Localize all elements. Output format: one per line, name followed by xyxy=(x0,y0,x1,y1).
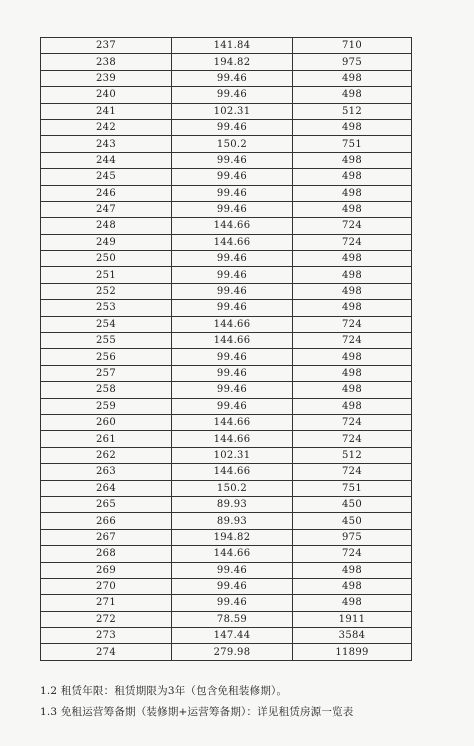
area-cell: 194.82 xyxy=(172,529,293,545)
rent-cell: 498 xyxy=(293,119,412,135)
area-cell: 144.66 xyxy=(172,464,293,480)
rent-cell: 498 xyxy=(293,365,412,381)
rent-cell: 498 xyxy=(293,169,412,185)
table-row xyxy=(41,595,412,611)
table-row xyxy=(41,365,412,381)
unit-number-cell: 240 xyxy=(41,87,172,103)
table-row xyxy=(41,283,412,299)
unit-number-cell: 242 xyxy=(41,119,172,135)
unit-number-cell: 264 xyxy=(41,480,172,496)
table-row xyxy=(41,70,412,86)
area-cell: 99.46 xyxy=(172,251,293,267)
area-cell: 194.82 xyxy=(172,54,293,70)
unit-number-cell: 252 xyxy=(41,283,172,299)
rent-cell: 724 xyxy=(293,316,412,332)
area-cell: 144.66 xyxy=(172,431,293,447)
unit-number-cell: 261 xyxy=(41,431,172,447)
rent-cell: 3584 xyxy=(293,628,412,644)
rent-cell: 11899 xyxy=(293,644,412,660)
rent-cell: 498 xyxy=(293,152,412,168)
rent-cell: 498 xyxy=(293,562,412,578)
area-cell: 99.46 xyxy=(172,300,293,316)
unit-number-cell: 253 xyxy=(41,300,172,316)
table-row xyxy=(41,546,412,562)
table-row xyxy=(41,316,412,332)
table-row xyxy=(41,447,412,463)
area-cell: 279.98 xyxy=(172,644,293,660)
table-row xyxy=(41,562,412,578)
rent-cell: 710 xyxy=(293,38,412,54)
rent-cell: 498 xyxy=(293,300,412,316)
area-cell: 99.46 xyxy=(172,283,293,299)
table-row xyxy=(41,349,412,365)
unit-number-cell: 250 xyxy=(41,251,172,267)
table-row xyxy=(41,38,412,54)
table-row xyxy=(41,644,412,660)
table-row xyxy=(41,513,412,529)
table-row xyxy=(41,218,412,234)
unit-number-cell: 268 xyxy=(41,546,172,562)
unit-number-cell: 239 xyxy=(41,70,172,86)
rent-cell: 512 xyxy=(293,103,412,119)
area-cell: 89.93 xyxy=(172,496,293,512)
unit-number-cell: 247 xyxy=(41,201,172,217)
area-cell: 89.93 xyxy=(172,513,293,529)
lease-term-note: 1.2 租赁年限：租赁期限为3年（包含免租装修期）。 xyxy=(40,685,288,697)
unit-number-cell: 248 xyxy=(41,218,172,234)
area-cell: 144.66 xyxy=(172,546,293,562)
area-cell: 144.66 xyxy=(172,333,293,349)
area-cell: 99.46 xyxy=(172,595,293,611)
unit-number-cell: 245 xyxy=(41,169,172,185)
area-cell: 99.46 xyxy=(172,119,293,135)
rent-cell: 724 xyxy=(293,218,412,234)
area-cell: 99.46 xyxy=(172,562,293,578)
table-row xyxy=(41,267,412,283)
table-row xyxy=(41,201,412,217)
area-cell: 99.46 xyxy=(172,267,293,283)
rent-cell: 975 xyxy=(293,529,412,545)
rent-free-period-note: 1.3 免租运营筹备期（装修期+运营筹备期）：详见租赁房源一览表 xyxy=(40,706,354,718)
area-cell: 99.46 xyxy=(172,169,293,185)
rent-cell: 498 xyxy=(293,349,412,365)
unit-number-cell: 272 xyxy=(41,611,172,627)
rent-cell: 724 xyxy=(293,464,412,480)
rent-cell: 498 xyxy=(293,87,412,103)
unit-number-cell: 271 xyxy=(41,595,172,611)
area-cell: 99.46 xyxy=(172,349,293,365)
rent-cell: 512 xyxy=(293,447,412,463)
table-row xyxy=(41,185,412,201)
rent-cell: 724 xyxy=(293,333,412,349)
area-cell: 102.31 xyxy=(172,103,293,119)
rent-cell: 724 xyxy=(293,431,412,447)
table-row xyxy=(41,578,412,594)
area-cell: 78.59 xyxy=(172,611,293,627)
unit-number-cell: 266 xyxy=(41,513,172,529)
unit-number-cell: 259 xyxy=(41,398,172,414)
rent-cell: 751 xyxy=(293,136,412,152)
area-cell: 99.46 xyxy=(172,365,293,381)
area-cell: 99.46 xyxy=(172,578,293,594)
rent-cell: 498 xyxy=(293,595,412,611)
rent-cell: 498 xyxy=(293,267,412,283)
rent-cell: 975 xyxy=(293,54,412,70)
area-cell: 99.46 xyxy=(172,87,293,103)
unit-number-cell: 258 xyxy=(41,382,172,398)
unit-number-cell: 244 xyxy=(41,152,172,168)
rent-cell: 498 xyxy=(293,578,412,594)
area-cell: 144.66 xyxy=(172,414,293,430)
area-cell: 99.46 xyxy=(172,398,293,414)
table-row xyxy=(41,480,412,496)
table-body xyxy=(41,38,412,661)
unit-number-cell: 243 xyxy=(41,136,172,152)
unit-number-cell: 251 xyxy=(41,267,172,283)
unit-number-cell: 249 xyxy=(41,234,172,250)
table-row xyxy=(41,333,412,349)
unit-number-cell: 256 xyxy=(41,349,172,365)
area-cell: 150.2 xyxy=(172,136,293,152)
table-row xyxy=(41,382,412,398)
rent-cell: 498 xyxy=(293,398,412,414)
table-row xyxy=(41,103,412,119)
unit-number-cell: 246 xyxy=(41,185,172,201)
table-row xyxy=(41,496,412,512)
table-row xyxy=(41,414,412,430)
rent-cell: 724 xyxy=(293,546,412,562)
unit-number-cell: 238 xyxy=(41,54,172,70)
unit-number-cell: 273 xyxy=(41,628,172,644)
table-row xyxy=(41,234,412,250)
unit-number-cell: 265 xyxy=(41,496,172,512)
unit-number-cell: 237 xyxy=(41,38,172,54)
table-row xyxy=(41,529,412,545)
unit-number-cell: 274 xyxy=(41,644,172,660)
area-cell: 144.66 xyxy=(172,218,293,234)
area-cell: 150.2 xyxy=(172,480,293,496)
table-row xyxy=(41,87,412,103)
table-row xyxy=(41,136,412,152)
rent-cell: 498 xyxy=(293,201,412,217)
area-cell: 144.66 xyxy=(172,316,293,332)
rent-cell: 498 xyxy=(293,251,412,267)
rent-cell: 498 xyxy=(293,283,412,299)
table-row xyxy=(41,398,412,414)
table-row xyxy=(41,119,412,135)
rent-cell: 724 xyxy=(293,414,412,430)
table-row xyxy=(41,54,412,70)
area-cell: 141.84 xyxy=(172,38,293,54)
area-cell: 99.46 xyxy=(172,152,293,168)
table-row xyxy=(41,464,412,480)
area-cell: 99.46 xyxy=(172,185,293,201)
table-row xyxy=(41,611,412,627)
table-row xyxy=(41,169,412,185)
rent-cell: 751 xyxy=(293,480,412,496)
unit-number-cell: 270 xyxy=(41,578,172,594)
rent-cell: 1911 xyxy=(293,611,412,627)
unit-number-cell: 262 xyxy=(41,447,172,463)
rent-cell: 450 xyxy=(293,513,412,529)
rent-cell: 498 xyxy=(293,185,412,201)
area-cell: 99.46 xyxy=(172,201,293,217)
area-cell: 99.46 xyxy=(172,70,293,86)
table-row xyxy=(41,300,412,316)
rent-cell: 498 xyxy=(293,382,412,398)
rent-cell: 724 xyxy=(293,234,412,250)
unit-number-cell: 267 xyxy=(41,529,172,545)
rent-cell: 498 xyxy=(293,70,412,86)
unit-number-cell: 255 xyxy=(41,333,172,349)
unit-number-cell: 260 xyxy=(41,414,172,430)
table-row xyxy=(41,628,412,644)
rent-cell: 450 xyxy=(293,496,412,512)
unit-number-cell: 257 xyxy=(41,365,172,381)
unit-number-cell: 254 xyxy=(41,316,172,332)
table-row xyxy=(41,251,412,267)
area-cell: 144.66 xyxy=(172,234,293,250)
rental-listing-table xyxy=(40,37,412,661)
area-cell: 147.44 xyxy=(172,628,293,644)
unit-number-cell: 269 xyxy=(41,562,172,578)
area-cell: 99.46 xyxy=(172,382,293,398)
table-row xyxy=(41,431,412,447)
unit-number-cell: 263 xyxy=(41,464,172,480)
area-cell: 102.31 xyxy=(172,447,293,463)
table-row xyxy=(41,152,412,168)
unit-number-cell: 241 xyxy=(41,103,172,119)
